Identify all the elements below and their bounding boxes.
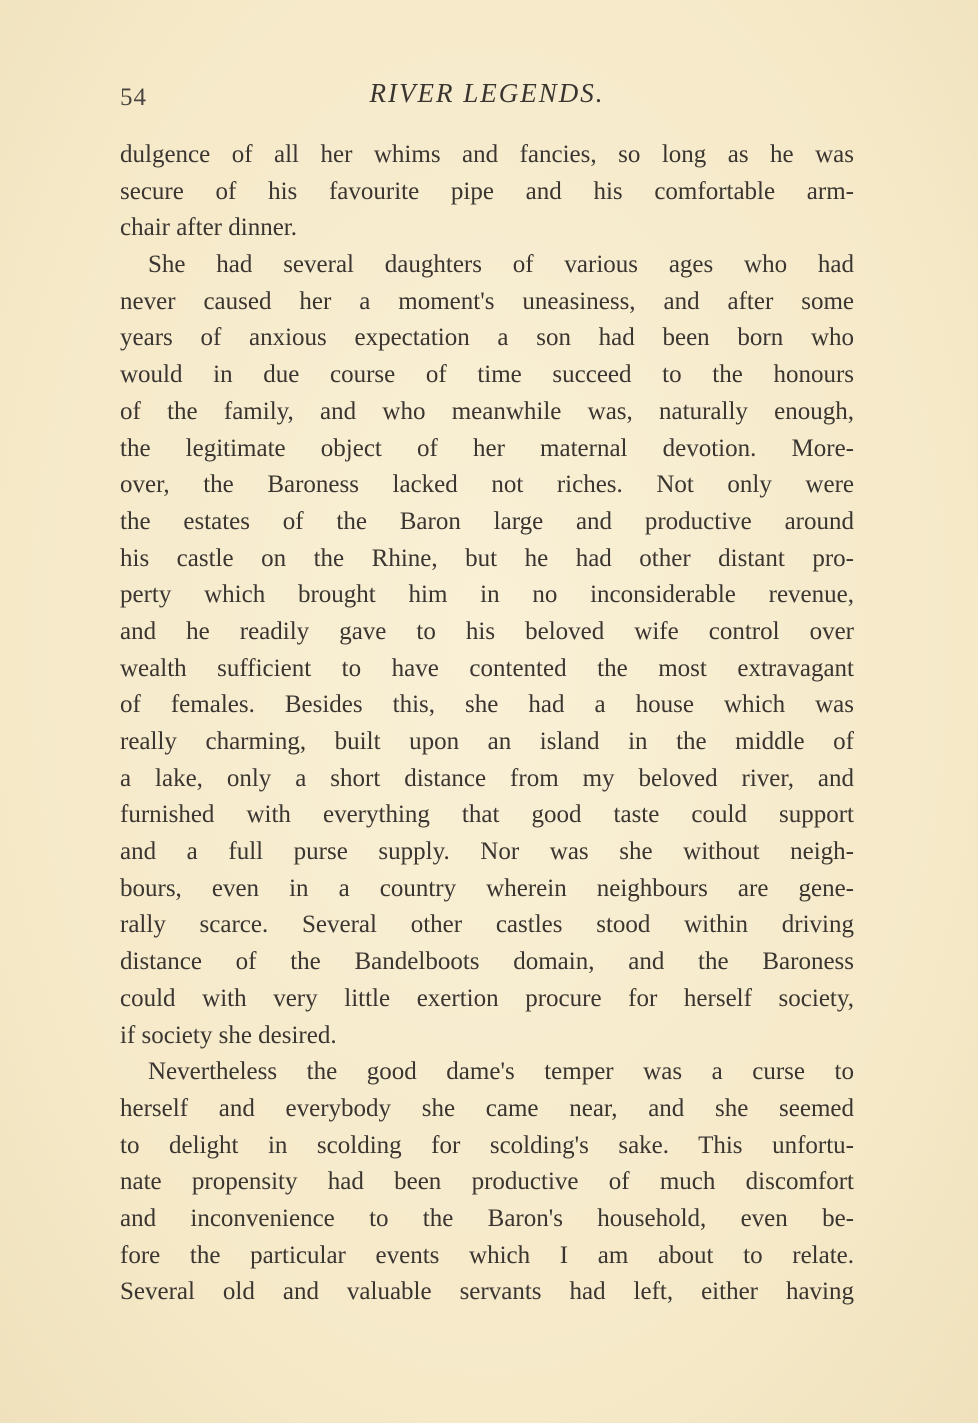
text-line: distance of the Bandelboots domain, and the Baroness xyxy=(120,948,854,976)
text-line: of females. Besides this, she had a house which was xyxy=(120,691,854,719)
paragraph-2 xyxy=(120,247,854,1054)
text-line: really charming, built upon an island in the middle of xyxy=(120,728,854,755)
text-line: would in due course of time succeed to the honours xyxy=(120,361,854,389)
text-line: the estates of the Baron large and productive around xyxy=(120,507,854,535)
text-line: wealth sufficient to have contented the most extravagant xyxy=(120,654,854,682)
text-line: a lake, only a short distance from my beloved river, and xyxy=(120,764,854,792)
text-line: years of anxious expectation a son had been born who xyxy=(120,324,854,352)
text-line: rally scarce. Several other castles stood within driving xyxy=(120,911,854,939)
text-line: She had several daughters of various ages who had xyxy=(148,251,854,279)
paragraph-1 xyxy=(120,137,854,247)
body-text xyxy=(120,137,854,1311)
running-head xyxy=(120,78,854,118)
text-line: Nevertheless the good dame's temper was a curse to xyxy=(148,1058,854,1086)
running-title: RIVER LEGENDS. xyxy=(369,78,605,108)
text-line: chair after dinner. xyxy=(120,214,297,242)
text-line: the legitimate object of her maternal devotion. More- xyxy=(120,434,854,462)
text-line: if society she desired. xyxy=(120,1021,337,1049)
text-line: herself and everybody she came near, and she seemed xyxy=(120,1094,854,1122)
paragraph-3 xyxy=(120,1054,854,1311)
text-line: and inconvenience to the Baron's household, even be- xyxy=(120,1204,854,1232)
text-line: Several old and valuable servants had left, either having xyxy=(120,1278,854,1306)
text-line: and he readily gave to his beloved wife control over xyxy=(120,617,854,645)
text-line: fore the particular events which I am about to relate. xyxy=(120,1241,854,1269)
text-line: perty which brought him in no inconsiderable revenue, xyxy=(120,581,854,609)
text-line: his castle on the Rhine, but he had other distant pro- xyxy=(120,544,854,572)
text-line: nate propensity had been productive of much discomfort xyxy=(120,1168,854,1196)
text-line: and a full purse supply. Nor was she without neigh- xyxy=(120,838,854,866)
text-line: never caused her a moment's uneasiness, and after some xyxy=(120,287,854,315)
text-line: furnished with everything that good taste could support xyxy=(120,801,854,829)
text-line: bours, even in a country wherein neighbours are gene- xyxy=(120,874,854,902)
text-line: over, the Baroness lacked not riches. Not only were xyxy=(120,471,854,499)
text-line: dulgence of all her whims and fancies, so long as he was xyxy=(120,141,854,168)
text-line: secure of his favourite pipe and his comfortable arm- xyxy=(120,177,854,205)
text-line: of the family, and who meanwhile was, naturally enough, xyxy=(120,397,854,425)
text-line: to delight in scolding for scolding's sake. This unfortu- xyxy=(120,1131,854,1159)
text-line: could with very little exertion procure for herself society, xyxy=(120,984,854,1012)
page-number: 54 xyxy=(120,84,147,111)
